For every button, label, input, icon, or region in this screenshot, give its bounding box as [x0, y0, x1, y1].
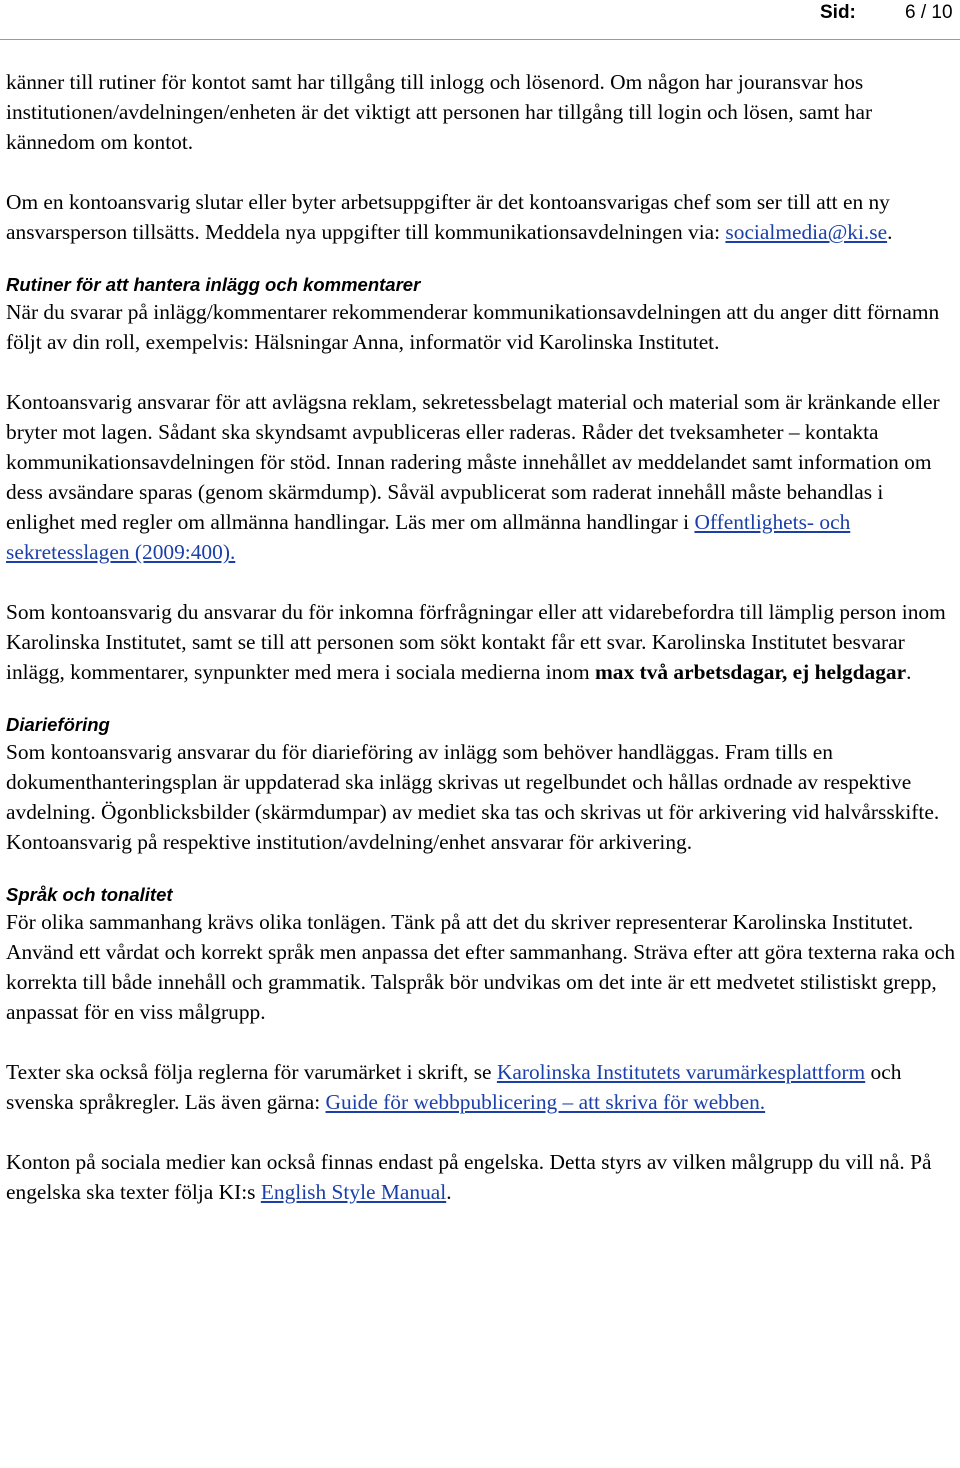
style-manual-link[interactable]: English Style Manual [260, 1180, 447, 1204]
page-number-label: Sid: [820, 2, 856, 23]
paragraph-tail: . [906, 660, 912, 684]
page-number-value: 6 / 10 [905, 2, 953, 23]
heading-rutiner: Rutiner för att hantera inlägg och kommentarer [6, 274, 421, 295]
paragraph-text: Konton på sociala medier kan också finnas endast på engelska. Detta styrs av vilken målgrupp du vill nå. På engelska ska texter följa KI:s [6, 1150, 932, 1204]
heading-diarieforing: Diarieföring [6, 714, 110, 735]
web-guide-link[interactable]: Guide för webbpublicering – att skriva för webben. [325, 1090, 766, 1114]
law-link[interactable]: Offentlighets- och sekretesslagen (2009:400). [6, 510, 851, 564]
paragraph-moderation [6, 387, 956, 567]
page-header [0, 0, 960, 26]
email-link[interactable]: socialmedia@ki.se [725, 220, 888, 244]
paragraph-tail: . [446, 1180, 452, 1204]
paragraph-tail: . [887, 220, 893, 244]
paragraph-text: Om en kontoansvarig slutar eller byter arbetsuppgifter är det kontoansvarigas chef som ser till att en ny ansvarsperson tillsätts. Meddela nya uppgifter till kommunikationsavdelningen via: [6, 190, 890, 244]
header-divider [0, 39, 960, 40]
paragraph-responsible-change [6, 187, 956, 247]
paragraph-text: Kontoansvarig ansvarar för att avlägsna reklam, sekretessbelagt material och material som är kränkande eller bryter mot lagen. Sådant ska skyndsamt avpubliceras eller raderas. Råder det tveksamheter – kontakta kommunikationsavdelningen för stöd. Innan radering måste innehållet av meddelandet samt information om dess avsändare sparas (genom skärmdump). Såväl avpublicerat som raderat innehåll måste behandlas i enlighet med regler om allmänna handlingar. Läs mer om allmänna handlingar i [6, 390, 940, 534]
paragraph-english [6, 1147, 956, 1207]
heading-sprak: Språk och tonalitet [6, 884, 173, 905]
paragraph-signature: När du svarar på inlägg/kommentarer rekommenderar kommunikationsavdelningen att du anger ditt förnamn följt av din roll, exempelvis: Hälsningar Anna, informatör vid Karolinska Institutet. [6, 300, 940, 354]
paragraph-inquiries [6, 597, 956, 687]
paragraph-text: Texter ska också följa reglerna för varumärket i skrift, se [6, 1060, 497, 1084]
response-time-emphasis: max två arbetsdagar, ej helgdagar [594, 660, 907, 684]
brand-platform-link[interactable]: Karolinska Institutets varumärkesplattform [496, 1060, 866, 1084]
paragraph-brand-rules [6, 1057, 956, 1117]
paragraph-tone: För olika sammanhang krävs olika tonlägen. Tänk på att det du skriver representerar Karolinska Institutet. Använd ett vårdat och korrekt språk men anpassa det efter sammanhang. Sträva efter att göra texterna raka och korrekta till både innehåll och grammatik. Talspråk bör undvikas om det inte är ett medvetet stilistiskt grepp, anpassat för en viss målgrupp. [6, 910, 956, 1024]
document-body [6, 67, 956, 1207]
paragraph-access: känner till rutiner för kontot samt har tillgång till inlogg och lösenord. Om någon har jouransvar hos institutionen/avdelningen/enheten är det viktigt att personen har tillgång till login och lösen, samt har kännedom om kontot. [6, 70, 873, 154]
paragraph-diarieforing: Som kontoansvarig ansvarar du för diarieföring av inlägg som behöver handläggas. Fram tills en dokumenthanteringsplan är uppdaterad ska inlägg skrivas ut regelbundet och hållas ordnade av respektive avdelning. Ögonblicksbilder (skärmdumpar) av mediet ska tas och skrivas ut för arkivering vid halvårsskifte. Kontoansvarig på respektive institution/avdelning/enhet ansvarar för arkivering. [6, 740, 940, 854]
paragraph-text: Som kontoansvarig du ansvarar du för inkomna förfrågningar eller att vidarebefordra till lämplig person inom Karolinska Institutet, samt se till att personen som sökt kontakt får ett svar. Karolinska Institutet besvarar inlägg, kommentarer, synpunkter med mera i sociala medierna inom [6, 600, 946, 684]
paragraph-text: och svenska språkregler. Läs även gärna: [6, 1060, 902, 1114]
